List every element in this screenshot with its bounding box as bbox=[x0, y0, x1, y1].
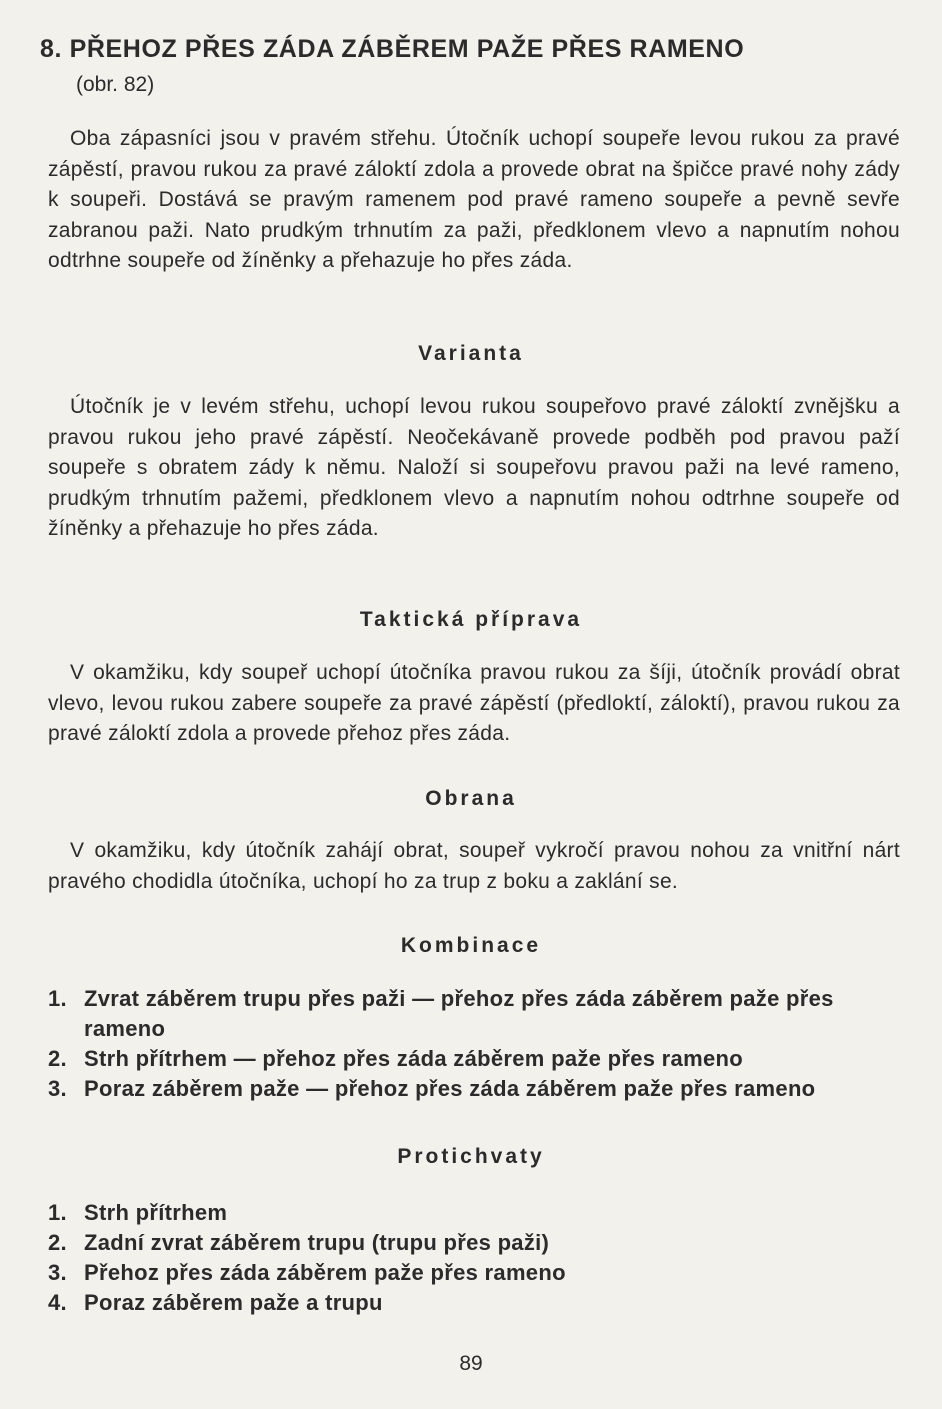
list-text: Poraz záběrem paže a trupu bbox=[84, 1290, 383, 1315]
list-text: Poraz záběrem paže — přehoz přes záda záběrem paže přes rameno bbox=[84, 1076, 816, 1101]
list-item bbox=[48, 1074, 918, 1104]
list-number: 3. bbox=[48, 1260, 67, 1285]
varianta-text: Útočník je v levém střehu, uchopí levou rukou soupeřovo pravé záloktí zvnějšku a pravou rukou jeho pravé zápěstí. Neočekávaně provede podběh pod pravou paží soupeře s obratem zády k němu. Naloží si soupeřovu pravou paži na levé rameno, prudkým trhnutím pažemi, předklonem vlevo a napnutím nohou odtrhne soupeře od žíněnky a přehazuje ho přes záda. bbox=[48, 395, 900, 540]
page-number: 89 bbox=[459, 1352, 483, 1375]
heading-takticka: Taktická příprava bbox=[359, 608, 583, 631]
obrana-text: V okamžiku, kdy útočník zahájí obrat, soupeř vykročí pravou nohou za vnitřní nárt pravého chodidla útočníka, uchopí ho za trup z boku a zaklání se. bbox=[48, 839, 900, 893]
takticka-text: V okamžiku, kdy soupeř uchopí útočníka pravou rukou za šíji, útočník provádí obrat vlevo, levou rukou zabere soupeře za pravé zápěstí (předloktí, záloktí), pravou rukou za pravé záloktí zdola a provede přehoz přes záda. bbox=[48, 661, 900, 745]
list-text: Přehoz přes záda záběrem paže přes rameno bbox=[84, 1260, 566, 1285]
list-number: 1. bbox=[48, 986, 67, 1011]
heading-varianta: Varianta bbox=[418, 342, 524, 365]
intro-text: Oba zápasníci jsou v pravém střehu. Útočník uchopí soupeře levou rukou za pravé zápěstí, pravou rukou za pravé záloktí zdola a provede obrat na špičce pravé nohy zády k soupeři. Dostává se pravým ramenem pod pravé rameno soupeře a pevně sevře zabranou paži. Nato prudkým trhnutím za paži, předklonem vlevo a napnutím nohou odtrhne soupeře od žíněnky a přehazuje ho přes záda. bbox=[48, 127, 900, 272]
varianta-paragraph bbox=[48, 392, 900, 545]
heading-protichvaty: Protichvaty bbox=[397, 1145, 545, 1168]
list-number: 4. bbox=[48, 1290, 67, 1315]
list-text: Zvrat záběrem trupu přes paži — přehoz přes záda záběrem paže přes rameno bbox=[84, 986, 834, 1041]
list-text: Zadní zvrat záběrem trupu (trupu přes paži) bbox=[84, 1230, 550, 1255]
heading-kombinace: Kombinace bbox=[400, 934, 542, 957]
list-number: 1. bbox=[48, 1200, 67, 1225]
list-number: 2. bbox=[48, 1046, 67, 1071]
list-item bbox=[48, 1198, 918, 1228]
list-text: Strh přítrhem bbox=[84, 1200, 228, 1225]
takticka-paragraph bbox=[48, 658, 900, 750]
kombinace-list bbox=[48, 984, 918, 1104]
list-item bbox=[48, 1044, 918, 1074]
list-number: 2. bbox=[48, 1230, 67, 1255]
list-item bbox=[48, 1288, 918, 1318]
intro-paragraph bbox=[48, 124, 900, 277]
protichvaty-list bbox=[48, 1198, 918, 1318]
chapter-title: 8. PŘEHOZ PŘES ZÁDA ZÁBĚREM PAŽE PŘES RAMENO bbox=[40, 35, 745, 63]
list-item bbox=[48, 1258, 918, 1288]
list-item bbox=[48, 1228, 918, 1258]
heading-obrana: Obrana bbox=[425, 787, 517, 810]
figure-reference: (obr. 82) bbox=[76, 73, 155, 96]
list-text: Strh přítrhem — přehoz přes záda záběrem paže přes rameno bbox=[84, 1046, 743, 1071]
list-item bbox=[48, 984, 918, 1044]
list-number: 3. bbox=[48, 1076, 67, 1101]
obrana-paragraph bbox=[48, 836, 900, 897]
